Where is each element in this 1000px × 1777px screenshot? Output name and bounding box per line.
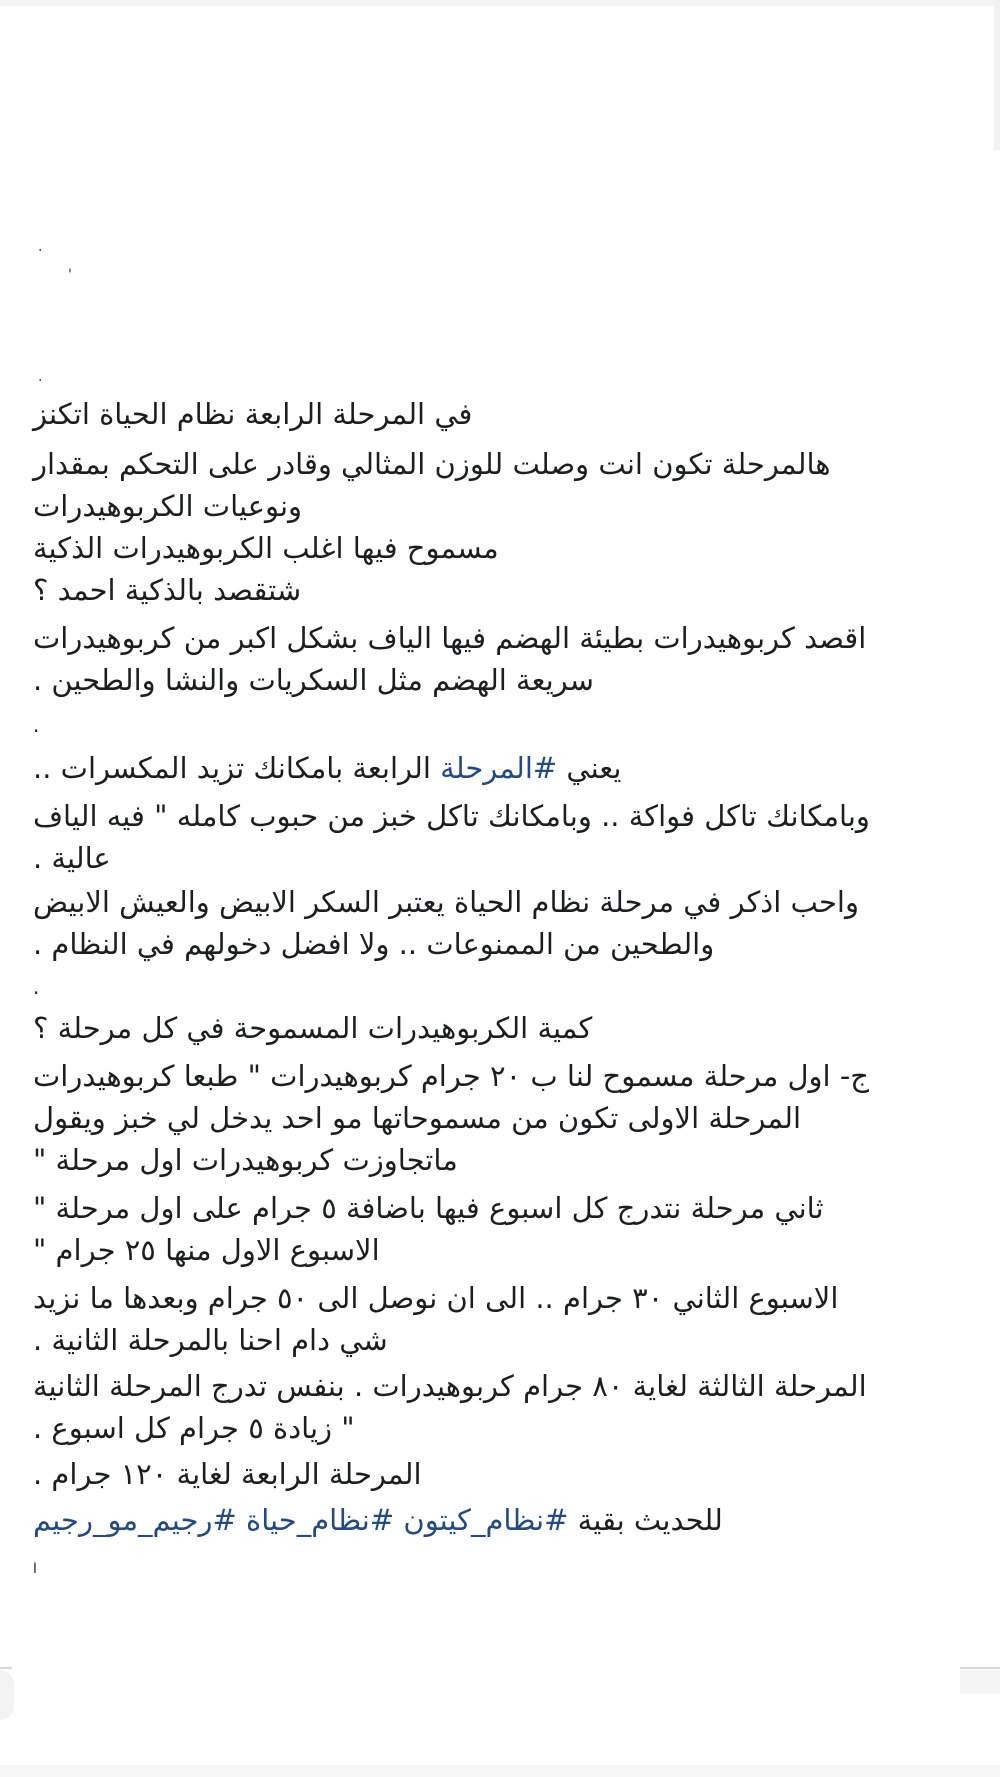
post-line — [33, 1368, 963, 1404]
line-text: للحديث بقية — [568, 1503, 723, 1537]
stray-mark: ' — [68, 267, 72, 283]
line-text: ونوعيات الكربوهيدرات — [33, 489, 303, 523]
line-text: اقصد كربوهيدرات بطيئة الهضم فيها الياف بشكل اكبر من كربوهيدرات — [33, 621, 867, 655]
stray-mark: . — [38, 369, 43, 385]
post-line — [33, 1280, 963, 1316]
line-text: والطحين من الممنوعات .. ولا افضل دخولهم في النظام . — [33, 927, 715, 961]
stray-mark: . — [38, 239, 43, 255]
line-text: شتقصد بالذكية احمد ؟ — [33, 573, 302, 607]
post-line — [33, 1190, 963, 1226]
divider-left — [0, 1667, 12, 1669]
bottom-left-edge — [0, 1670, 14, 1720]
post-line — [33, 1142, 963, 1178]
line-text: شي دام احنا بالمرحلة الثانية . — [33, 1323, 388, 1357]
post-line — [33, 750, 963, 786]
line-text: " زيادة ٥ جرام كل اسبوع . — [33, 1411, 355, 1445]
post-line — [33, 572, 963, 608]
trailing-mark — [33, 1552, 963, 1586]
post-line — [33, 1058, 963, 1094]
line-text: المرحلة الثالثة لغاية ٨٠ جرام كربوهيدرات . بنفس تدرج المرحلة الثانية — [33, 1369, 867, 1403]
bottom-edge-strip — [0, 1765, 1000, 1777]
line-text: يعني — [557, 751, 622, 785]
line-text: الاسبوع الاول منها ٢٥ جرام " — [33, 1233, 380, 1267]
post-line — [33, 1322, 963, 1358]
post-line — [33, 488, 963, 524]
separator-dot — [33, 708, 963, 742]
hashtag-link-keto[interactable]: #نظام_كيتون — [403, 1503, 569, 1537]
post-line — [33, 620, 963, 656]
line-text: مسموح فيها اغلب الكربوهيدرات الذكية — [33, 531, 499, 565]
post-text — [33, 396, 963, 1586]
post-line — [33, 662, 963, 698]
hashtag-link-diet[interactable]: #رجيم_مو_رجيم — [33, 1503, 237, 1537]
line-text: . — [33, 713, 40, 737]
line-text: كمية الكربوهيدرات المسموحة في كل مرحلة ؟ — [33, 1011, 593, 1045]
line-text: . — [33, 975, 40, 999]
line-text: المرحلة الرابعة لغاية ١٢٠ جرام . — [33, 1457, 422, 1491]
post-line — [33, 396, 963, 432]
post-line — [33, 446, 963, 482]
line-text: واحب اذكر في مرحلة نظام الحياة يعتبر السكر الابيض والعيش الابيض — [33, 885, 859, 919]
line-text: في المرحلة الرابعة نظام الحياة اتكنز — [33, 397, 473, 431]
post-line — [33, 530, 963, 566]
line-text: ثاني مرحلة نتدرج كل اسبوع فيها باضافة ٥ جرام على اول مرحلة " — [33, 1191, 824, 1225]
hashtag-link-lifestyle[interactable]: #نظام_حياة — [246, 1503, 395, 1537]
separator-dot — [33, 970, 963, 1004]
post-line — [33, 1410, 963, 1446]
line-text: ماتجاوزت كربوهيدرات اول مرحلة " — [33, 1143, 458, 1177]
post-line — [33, 1232, 963, 1268]
line-text: عالية . — [33, 841, 111, 875]
post-line — [33, 1456, 963, 1492]
line-text: الرابعة بامكانك تزيد المكسرات .. — [33, 751, 441, 785]
post-line-hashtags — [33, 1502, 963, 1538]
line-text: ج- اول مرحلة مسموح لنا ب ٢٠ جرام كربوهيدرات " طبعا كربوهيدرات — [33, 1059, 870, 1093]
line-text — [237, 1503, 246, 1537]
line-text: المرحلة الاولى تكون من مسموحاتها مو احد يدخل لي خبز ويقول — [33, 1101, 802, 1135]
line-text: وبامكانك تاكل فواكة .. وبامكانك تاكل خبز من حبوب كامله " فيه الياف — [33, 799, 870, 833]
line-text: سريعة الهضم مثل السكريات والنشا والطحين . — [33, 663, 594, 697]
bottom-divider — [0, 1667, 1000, 1669]
divider-right — [960, 1667, 1000, 1669]
post-line — [33, 1100, 963, 1136]
bottom-right-edge — [960, 1670, 1000, 1694]
line-text: هالمرحلة تكون انت وصلت للوزن المثالي وقادر على التحكم بمقدار — [33, 447, 831, 481]
line-text: الاسبوع الثاني ٣٠ جرام .. الى ان نوصل الى ٥٠ جرام وبعدها ما نزيد — [33, 1281, 839, 1315]
line-text: ا — [33, 1561, 37, 1577]
line-text — [394, 1503, 403, 1537]
hashtag-link[interactable]: #المرحلة — [440, 751, 558, 785]
post-line — [33, 840, 963, 876]
post-line — [33, 926, 963, 962]
post-line — [33, 798, 963, 834]
post-line — [33, 1010, 963, 1046]
post-line — [33, 884, 963, 920]
